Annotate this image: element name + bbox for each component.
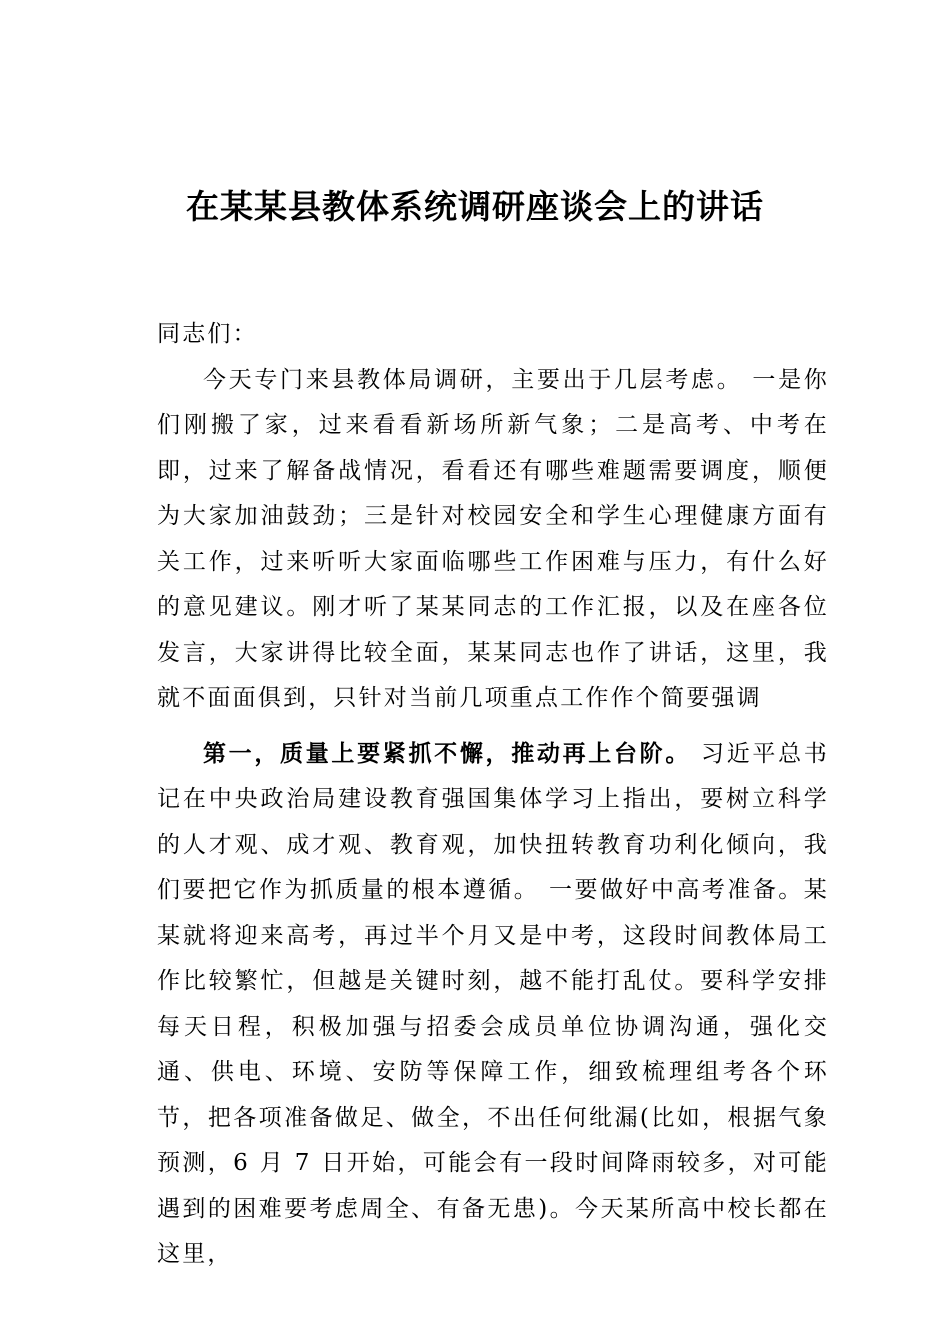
- paragraph-intro-text: 今天专门来县教体局调研，主要出于几层考虑。 一是你们刚搬了家，过来看看新场所新气象；二是高考、中考在即，过来了解备战情况，看看还有哪些难题需要调度，顺便为大家加油鼓劲；三是针对校园安全和学生心理健康方面有关工作，过来听听大家面临哪些工作困难与压力，有什么好的意见建议。刚才听了某某同志的工作汇报，以及在座各位发言，大家讲得比较全面，某某同志也作了讲话，这里，我就不面面俱到，只针对当前几项重点工作作个简要强调: [157, 366, 829, 711]
- paragraph-quality: [157, 731, 829, 1278]
- paragraph-quality-heading: 第一，质量上要紧抓不懈，推动再上台阶。: [203, 739, 692, 767]
- salutation: 同志们：: [157, 321, 258, 347]
- document-title: 在某某县教体系统调研座谈会上的讲话: [186, 187, 764, 226]
- paragraph-quality-text: 习近平总书记在中央政治局建设教育强国集体学习上指出，要树立科学的人才观、成才观、教育观，加快扭转教育功利化倾向，我们要把它作为抓质量的根本遵循。 一要做好中高考准备。某某就将迎来高考，再过半个月又是中考，这段时间教体局工作比较繁忙，但越是关键时刻，越不能打乱仗。要科学安排每天日程，积极加强与招委会成员单位协调沟通，强化交通、供电、环境、安防等保障工作，细致梳理组考各个环节，把各项准备做足、做全，不出任何纰漏(比如，根据气象预测，6 月 7 日开始，可能会有一段时间降雨较多，对可能遇到的困难要考虑周全、有备无患)。今天某所高中校长都在这里，: [157, 740, 829, 1267]
- document-body: [157, 312, 829, 1278]
- paragraph-intro: [157, 358, 829, 722]
